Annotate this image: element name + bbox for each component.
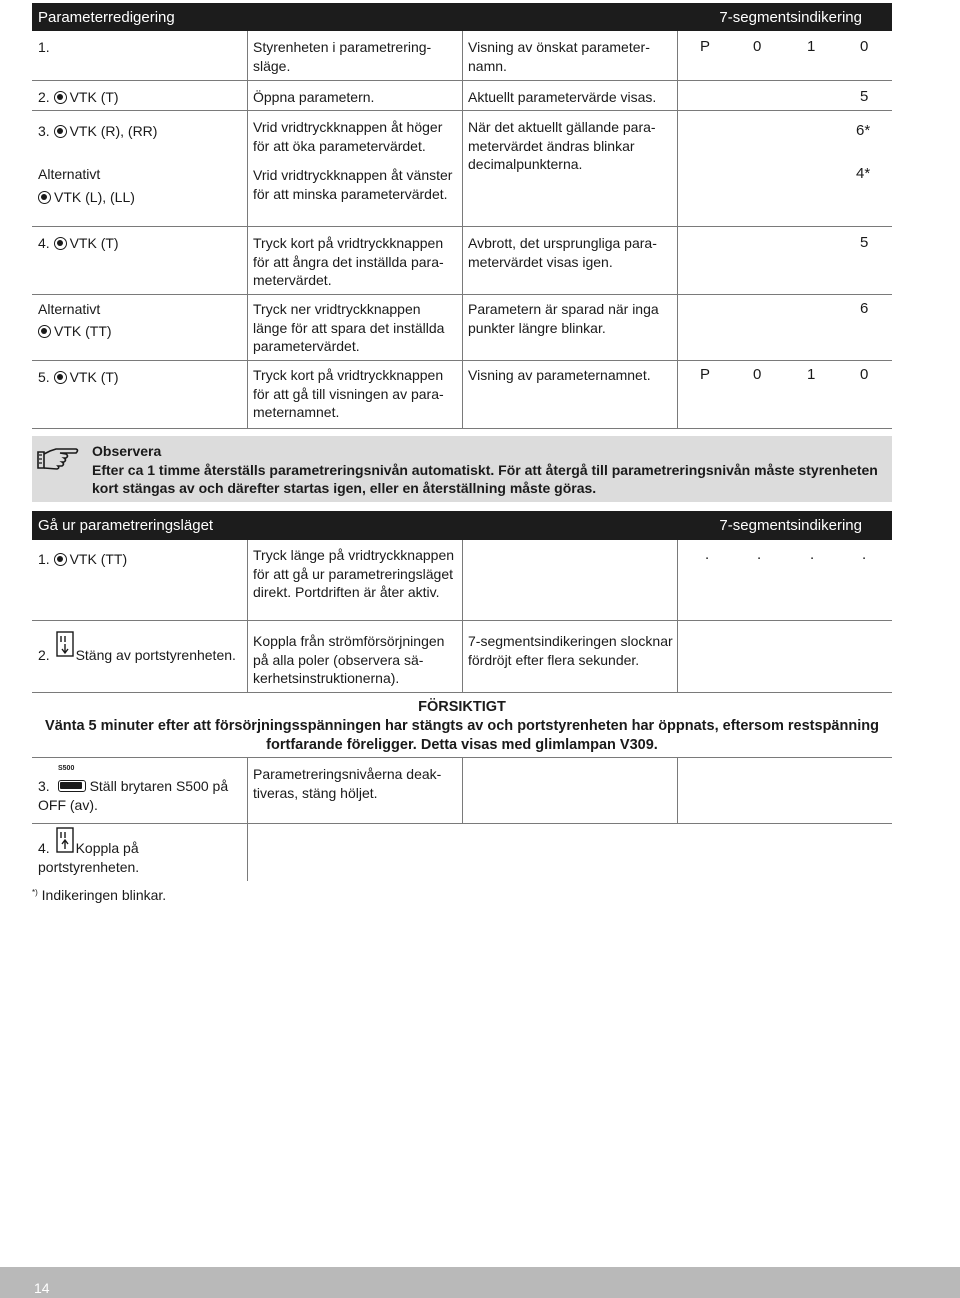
step-action: Ställ brytaren S500 på OFF (av). xyxy=(38,778,229,813)
action-text: Tryck länge på vridtryckknappen för att gå ur parametreringsläget direkt. Portdriften är åter aktiv. xyxy=(253,547,455,600)
footnote-mark: *) xyxy=(32,888,38,897)
alternative-label: Alternativt xyxy=(38,166,101,182)
knob-action: VTK (R), (RR) xyxy=(69,123,158,139)
knob-action: VTK (T) xyxy=(69,235,119,251)
alternative-label: Alternativt xyxy=(38,301,101,317)
knob-action: VTK (TT) xyxy=(54,323,112,339)
dip-switch-icon xyxy=(58,780,86,792)
action-text: Styrenheten i parametreringsläge. xyxy=(253,39,432,74)
switch-label: S500 xyxy=(58,765,75,772)
segment-dot: . xyxy=(757,546,762,563)
step-label xyxy=(38,122,157,141)
knob-action: VTK (TT) xyxy=(69,551,128,567)
caution-title: FÖRSIKTIGT xyxy=(418,699,506,715)
step-label xyxy=(38,646,238,665)
rotary-push-knob-icon xyxy=(54,553,67,566)
section-title: Parameterredigering xyxy=(38,9,175,26)
page-footer xyxy=(0,1267,960,1298)
action-text: Tryck kort på vridtryckknappen för att gå till visningen av parameternamnet. xyxy=(253,367,444,420)
pointing-hand-icon xyxy=(36,446,80,472)
seven-segment-column-title: 7-segmentsindikering xyxy=(719,517,862,534)
rotary-push-knob-icon xyxy=(54,125,67,138)
result-text: Visning av önskat parameternamn. xyxy=(468,39,650,74)
knob-action: VTK (T) xyxy=(69,89,119,105)
step-number: 5. xyxy=(38,369,50,385)
result-text: Aktuellt parametervärde visas. xyxy=(468,89,657,105)
segment-dot: . xyxy=(810,546,815,563)
action-text: Parametreringsnivåerna deaktiveras, stäng höljet. xyxy=(253,766,442,801)
rotary-push-knob-icon xyxy=(54,91,67,104)
segment-value: 4* xyxy=(856,165,871,182)
action-text: Tryck ner vridtryckknappen länge för att spara det inställda parametervärdet. xyxy=(253,301,445,354)
segment-dot: . xyxy=(705,546,710,563)
result-text: 7-segmentsindikeringen slocknar fördröjt efter flera sekunder. xyxy=(468,633,673,668)
parameter-editing-header xyxy=(32,3,892,31)
step-label xyxy=(38,234,119,253)
segment-digit: 0 xyxy=(860,366,869,383)
step-number: 3. xyxy=(38,778,50,794)
action-text: Koppla från strömförsörjningen på alla poler (observera säkerhetsinstruktionerna). xyxy=(253,633,445,686)
seven-segment-column-title: 7-segmentsindikering xyxy=(719,9,862,26)
step-label xyxy=(38,777,243,814)
rotary-push-knob-icon xyxy=(38,191,51,204)
action-text: Tryck kort på vridtryckknappen för att ångra det inställda parametervärdet. xyxy=(253,235,444,288)
step-label xyxy=(38,88,119,107)
caution-text: Vänta 5 minuter efter att försörjningsspänningen har stängts av och portstyrenheten har öppnats, eftersom restspänning fortfarande föreligger. Detta visas med glimlampan V309. xyxy=(45,718,879,753)
segment-digit: P xyxy=(700,366,711,383)
footnote-text: Indikeringen blinkar. xyxy=(41,887,167,903)
action-text: Vrid vridtryckknappen åt höger för att öka parametervärdet. xyxy=(253,119,443,154)
step-action: Stäng av portstyrenheten. xyxy=(75,647,236,663)
result-text: Parametern är sparad när inga punkter längre blinkar. xyxy=(468,301,659,336)
segment-dot: . xyxy=(862,546,867,563)
segment-value: 6 xyxy=(860,300,869,317)
step-number: 1. xyxy=(38,551,50,567)
result-text: Visning av parameternamnet. xyxy=(468,367,651,383)
segment-digit: 0 xyxy=(860,38,869,55)
knob-action: VTK (L), (LL) xyxy=(54,189,135,205)
action-text: Vrid vridtryckknappen åt vänster för att minska parametervärdet. xyxy=(253,167,453,202)
step-number: 4. xyxy=(38,840,50,856)
section-title: Gå ur parametreringsläget xyxy=(38,517,214,534)
step-label xyxy=(38,839,238,876)
note-box xyxy=(32,436,892,502)
step-number: 2. xyxy=(38,89,50,105)
footnote xyxy=(32,884,166,905)
segment-digit: 0 xyxy=(753,366,762,383)
rotary-push-knob-icon xyxy=(54,371,67,384)
note-title: Observera xyxy=(92,443,162,459)
note-text: Efter ca 1 timme återställs parametreringsnivån automatiskt. För att återgå till parametreringsnivån måste styrenheten kort stängas av och därefter startas igen, eller en återställning måste göras. xyxy=(92,461,878,496)
step-label xyxy=(38,322,112,341)
exit-parameter-mode-header xyxy=(32,511,892,540)
result-text: När det aktuellt gällande parametervärdet ändras blinkar decimalpunkterna. xyxy=(468,119,656,172)
knob-action: VTK (T) xyxy=(69,369,119,385)
segment-value: 5 xyxy=(860,234,869,251)
rotary-push-knob-icon xyxy=(54,237,67,250)
step-number: 3. xyxy=(38,123,50,139)
segment-digit: 1 xyxy=(807,38,816,55)
page-number: 14 xyxy=(34,1280,50,1296)
rotary-push-knob-icon xyxy=(38,325,51,338)
segment-digit: P xyxy=(700,38,711,55)
step-label xyxy=(38,550,127,569)
segment-value: 5 xyxy=(860,88,869,105)
segment-digit: 0 xyxy=(753,38,762,55)
step-number: 1. xyxy=(38,39,50,55)
step-label xyxy=(38,368,119,387)
step-label xyxy=(38,188,135,207)
action-text: Öppna parametern. xyxy=(253,89,375,105)
step-number: 2. xyxy=(38,647,50,663)
segment-digit: 1 xyxy=(807,366,816,383)
result-text: Avbrott, det ursprungliga parametervärdet visas igen. xyxy=(468,235,657,270)
step-action: Koppla på portstyrenheten. xyxy=(38,840,140,875)
segment-value: 6* xyxy=(856,122,871,139)
step-number: 4. xyxy=(38,235,50,251)
